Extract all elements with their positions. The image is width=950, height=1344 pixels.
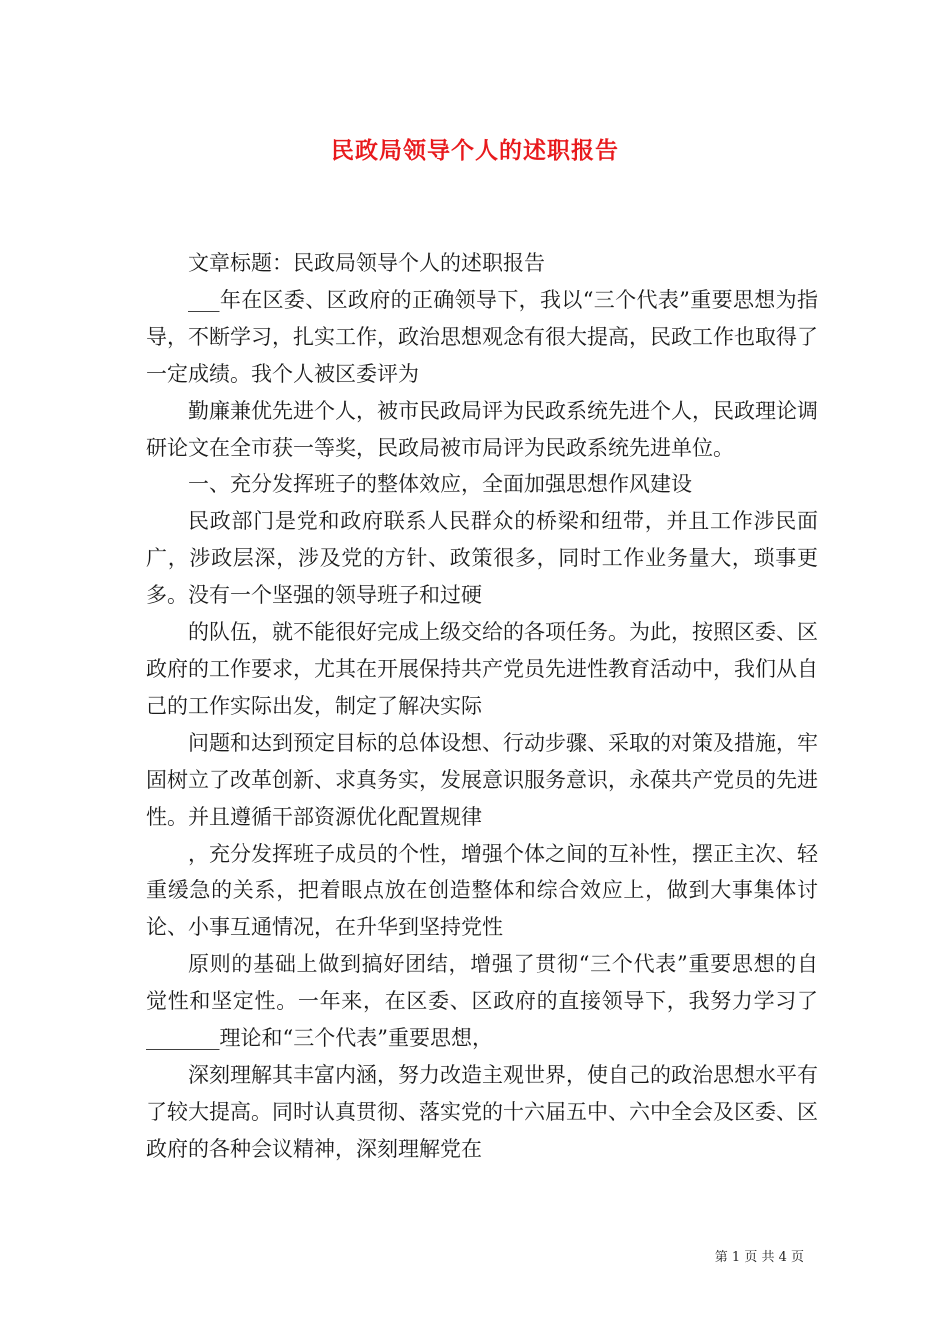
paragraph: 民政部门是党和政府联系人民群众的桥梁和纽带，并且工作涉民面广，涉政层深，涉及党的方针、政策很多，同时工作业务量大，琐事更多。没有一个坚强的领导班子和过硬 bbox=[146, 509, 818, 608]
paragraph: 的队伍，就不能很好完成上级交给的各项任务。为此，按照区委、区政府的工作要求，尤其在开展保持共产党员先进性教育活动中，我们从自己的工作实际出发，制定了解决实际 bbox=[146, 620, 818, 718]
paragraph: 原则的基础上做到搞好团结，增强了贯彻“三个代表”重要思想的自觉性和坚定性。一年来，在区委、区政府的直接领导下，我努力学习了_______理论和“三个代表”重要思想， bbox=[146, 952, 818, 1051]
paragraph: 勤廉兼优先进个人，被市民政局评为民政系统先进个人，民政理论调研论文在全市获一等奖，民政局被市局评为民政系统先进单位。 bbox=[146, 398, 818, 460]
page-number-footer: 第 1 页 共 4 页 bbox=[714, 1250, 804, 1265]
paragraph: ___年在区委、区政府的正确领导下，我以“三个代表”重要思想为指导，不断学习，扎实工作，政治思想观念有很大提高，民政工作也取得了一定成绩。我个人被区委评为 bbox=[146, 287, 818, 386]
paragraph: ，充分发挥班子成员的个性，增强个体之间的互补性，摆正主次、轻重缓急的关系，把着眼点放在创造整体和综合效应上，做到大事集体讨论、小事互通情况，在升华到坚持党性 bbox=[146, 841, 818, 940]
document-title: 民政局领导个人的述职报告 bbox=[331, 137, 619, 164]
section-heading: 一、充分发挥班子的整体效应，全面加强思想作风建设 bbox=[188, 472, 692, 497]
document-body bbox=[146, 245, 818, 1168]
paragraph-article-title: 文章标题：民政局领导个人的述职报告 bbox=[188, 251, 545, 275]
paragraph: 问题和达到预定目标的总体设想、行动步骤、采取的对策及措施，牢固树立了改革创新、求真务实，发展意识服务意识，永葆共产党员的先进性。并且遵循干部资源优化配置规律 bbox=[146, 730, 818, 829]
paragraph: 深刻理解其丰富内涵，努力改造主观世界，使自己的政治思想水平有了较大提高。同时认真贯彻、落实党的十六届五中、六中全会及区委、区政府的各种会议精神，深刻理解党在 bbox=[146, 1062, 818, 1161]
